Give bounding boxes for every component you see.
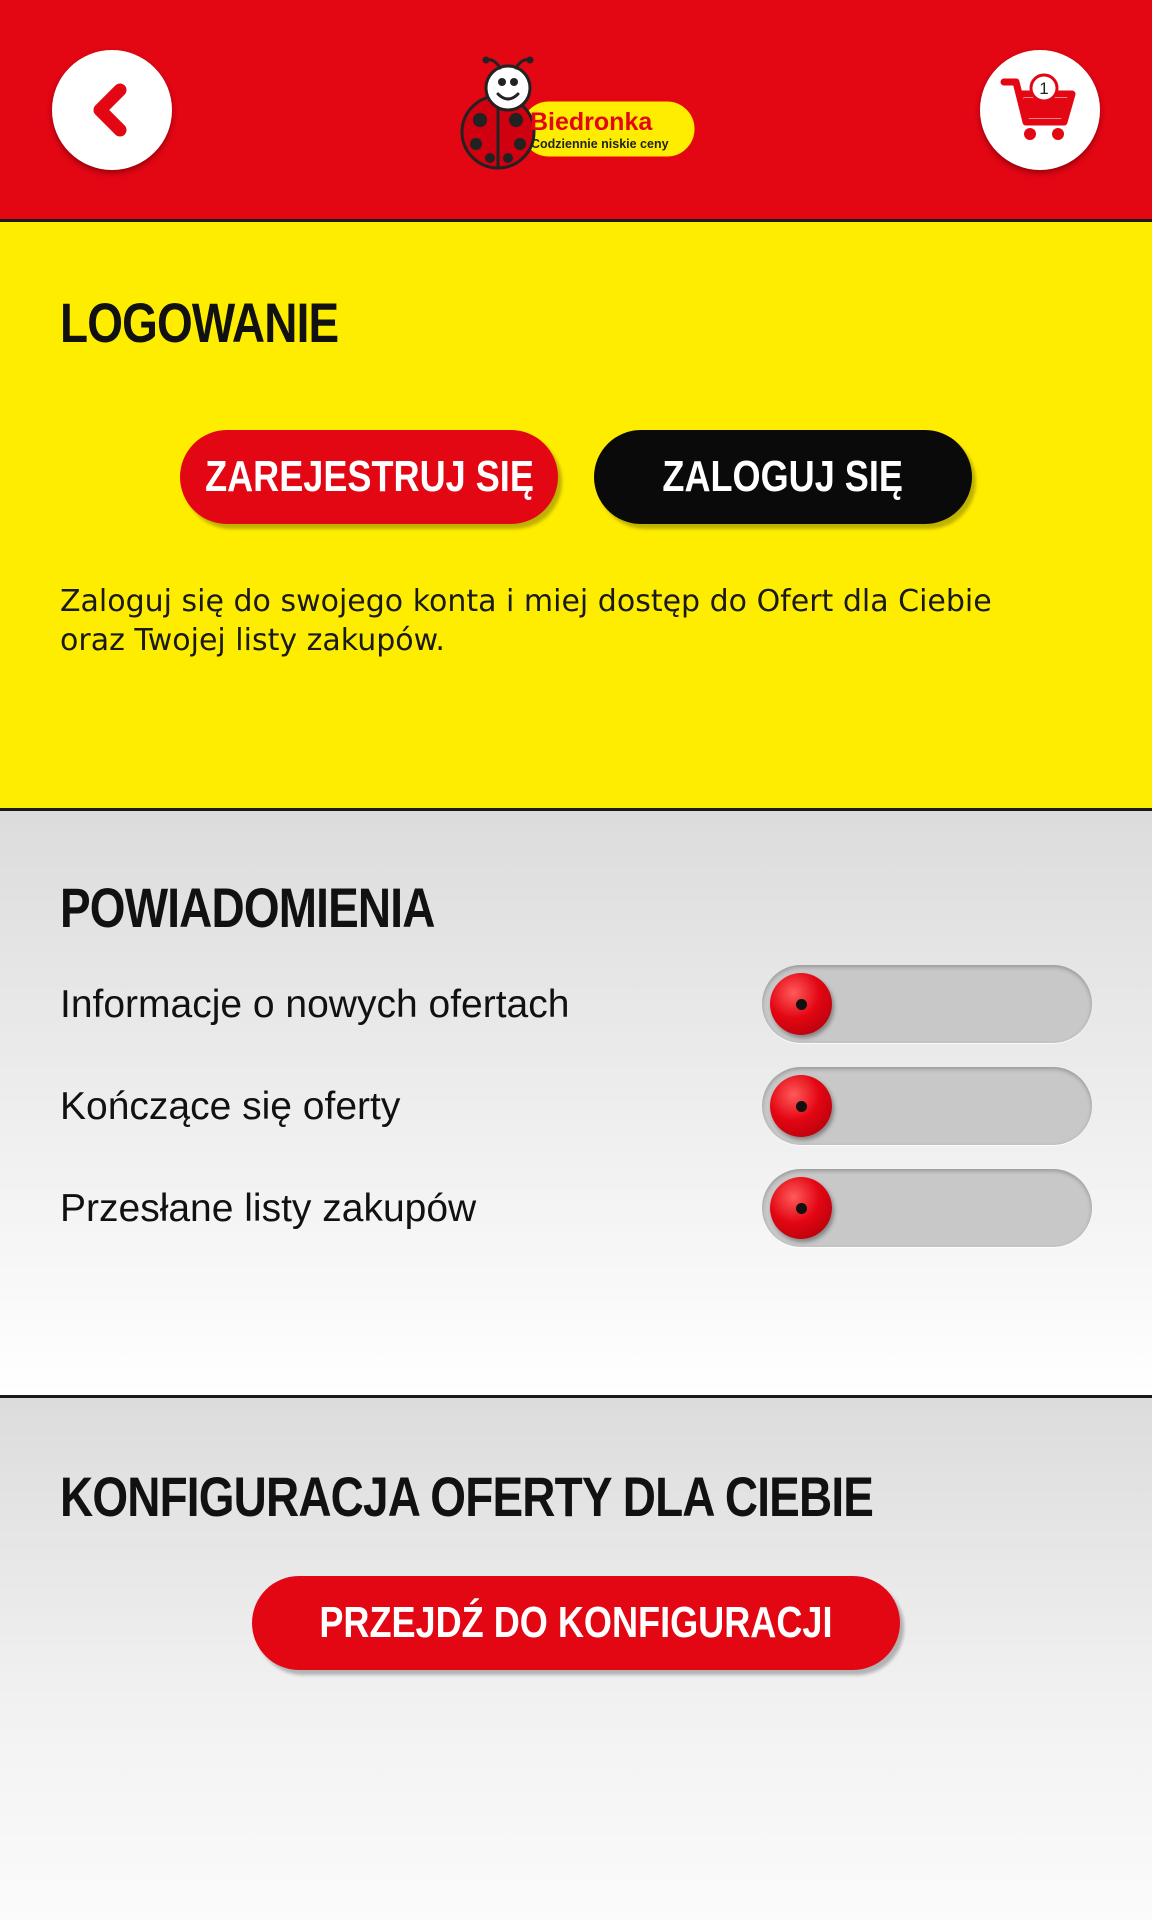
cart-count-badge: 1 xyxy=(1039,79,1049,98)
back-button[interactable] xyxy=(52,50,172,170)
register-button-label: ZAREJESTRUJ SIĘ xyxy=(204,452,534,501)
offer-config-title: KONFIGURACJA OFERTY DLA CIEBIE xyxy=(60,1465,874,1528)
go-to-configuration-label: PRZEJDŹ DO KONFIGURACJI xyxy=(319,1598,833,1647)
chevron-left-icon xyxy=(82,80,142,140)
notification-label: Przesłane listy zakupów xyxy=(60,1187,477,1230)
notification-row-new-offers xyxy=(0,965,1152,1045)
app-header xyxy=(0,0,1152,222)
toggle-knob[interactable] xyxy=(770,973,832,1035)
shopping-cart-icon xyxy=(1000,70,1080,150)
toggle-knob[interactable] xyxy=(770,1075,832,1137)
logo-tagline-text: Codziennie niskie ceny xyxy=(531,137,669,151)
ending-offers-toggle[interactable] xyxy=(762,1067,1092,1145)
login-title: LOGOWANIE xyxy=(60,291,339,354)
notification-label: Kończące się oferty xyxy=(60,1085,401,1128)
cart-button[interactable] xyxy=(980,50,1100,170)
notification-row-shared-lists xyxy=(0,1169,1152,1249)
biedronka-logo xyxy=(450,56,702,174)
new-offers-toggle[interactable] xyxy=(762,965,1092,1043)
register-button[interactable] xyxy=(180,430,558,524)
toggle-knob[interactable] xyxy=(770,1177,832,1239)
notifications-section xyxy=(0,811,1152,1398)
go-to-configuration-button[interactable] xyxy=(252,1576,900,1670)
offer-config-section xyxy=(0,1398,1152,1920)
notification-label: Informacje o nowych ofertach xyxy=(60,983,570,1026)
shared-lists-toggle[interactable] xyxy=(762,1169,1092,1247)
login-description: Zaloguj się do swojego konta i miej dostęp do Ofert dla Ciebie oraz Twojej listy zakupów. xyxy=(60,584,992,658)
login-section xyxy=(0,222,1152,811)
notifications-title: POWIADOMIENIA xyxy=(60,876,435,939)
logo-brand-text: Biedronka xyxy=(530,108,653,136)
notification-row-ending-offers xyxy=(0,1067,1152,1147)
login-button[interactable] xyxy=(594,430,972,524)
login-button-label: ZALOGUJ SIĘ xyxy=(662,452,904,501)
